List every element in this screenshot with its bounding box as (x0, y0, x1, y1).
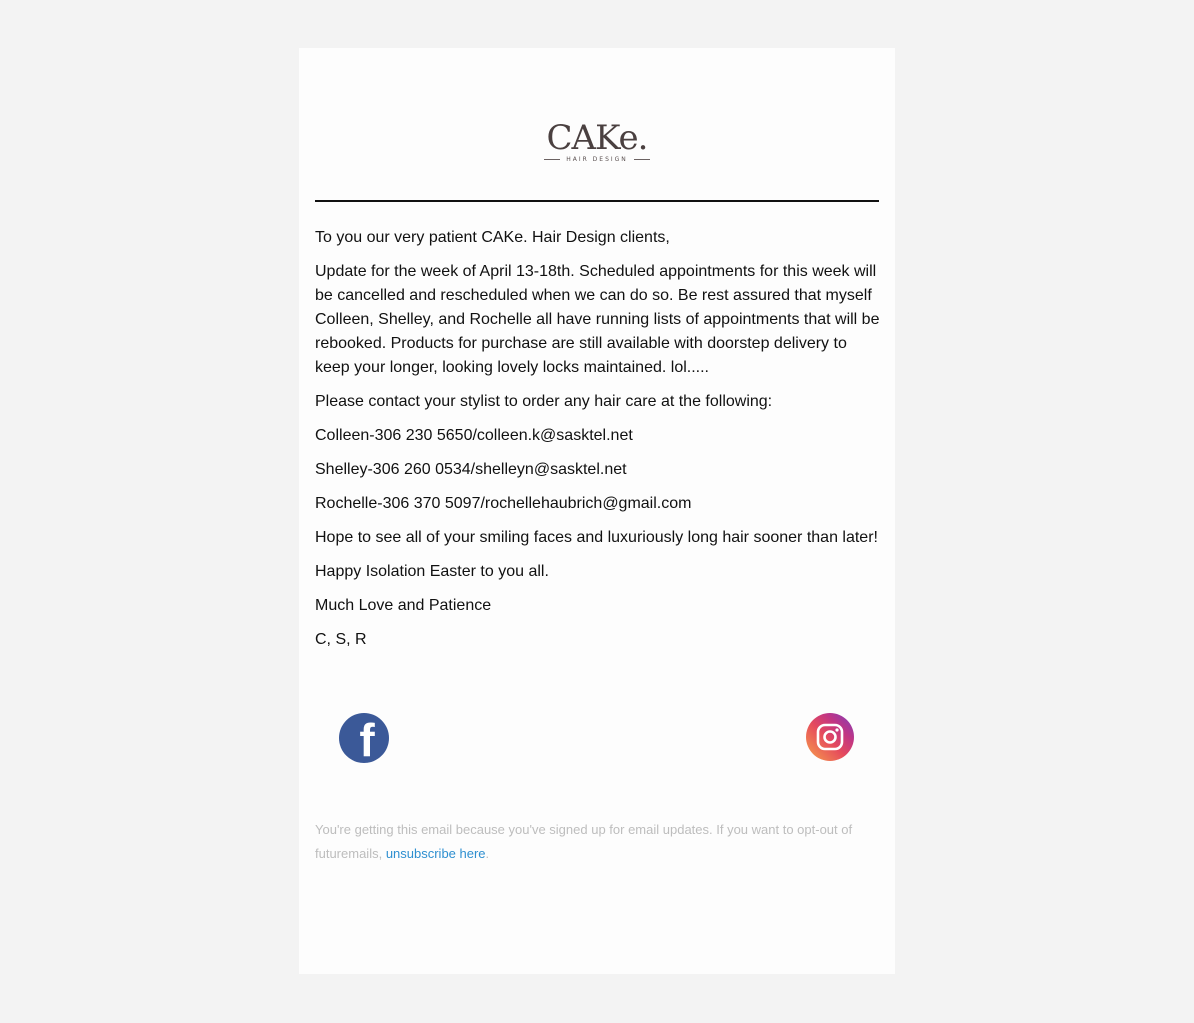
instagram-glyph (815, 722, 845, 752)
footer-text: You're getting this email because you've signed up for email updates. If you want to opt-out of futuremails, (315, 822, 853, 861)
logo-tagline: HAIR DESIGN (566, 156, 628, 163)
contact-colleen: Colleen-306 230 5650/colleen.k@sasktel.net (315, 427, 633, 444)
header-divider (315, 200, 879, 202)
hope-text: Hope to see all of your smiling faces and luxuriously long hair sooner than later! (315, 529, 878, 546)
logo-rule-right (634, 159, 650, 160)
brand-logo (299, 118, 895, 163)
instagram-icon[interactable] (806, 713, 854, 761)
email-body (315, 226, 885, 662)
greeting-text: To you our very patient CAKe. Hair Design clients, (315, 229, 670, 246)
contact-intro-text: Please contact your stylist to order any hair care at the following: (315, 393, 773, 410)
logo-subline (299, 156, 895, 163)
footer-end: . (485, 846, 490, 861)
facebook-icon[interactable] (339, 713, 389, 763)
facebook-letter: f (359, 714, 375, 763)
easter-text: Happy Isolation Easter to you all. (315, 563, 549, 580)
unsubscribe-link[interactable]: unsubscribe here (385, 846, 486, 861)
initials-text: C, S, R (315, 631, 367, 648)
footer-notice (315, 818, 875, 866)
logo-wordmark: CAKe. (546, 118, 648, 158)
contact-rochelle: Rochelle-306 370 5097/rochellehaubrich@gmail.com (315, 495, 692, 512)
email-card (299, 48, 895, 974)
contact-shelley: Shelley-306 260 0534/shelleyn@sasktel.net (315, 461, 627, 478)
logo-rule-left (544, 159, 560, 160)
update-text: Update for the week of April 13-18th. Scheduled appointments for this week will be cancelled and rescheduled when we can do so. Be rest assured that myself Colleen, Shelley, and Rochelle all have running lists of appointments that will be rebooked. Products for purchase are still available with doorstep delivery to keep your longer, looking lovely locks maintained. lol..... (315, 263, 880, 376)
signoff-text: Much Love and Patience (315, 597, 492, 614)
